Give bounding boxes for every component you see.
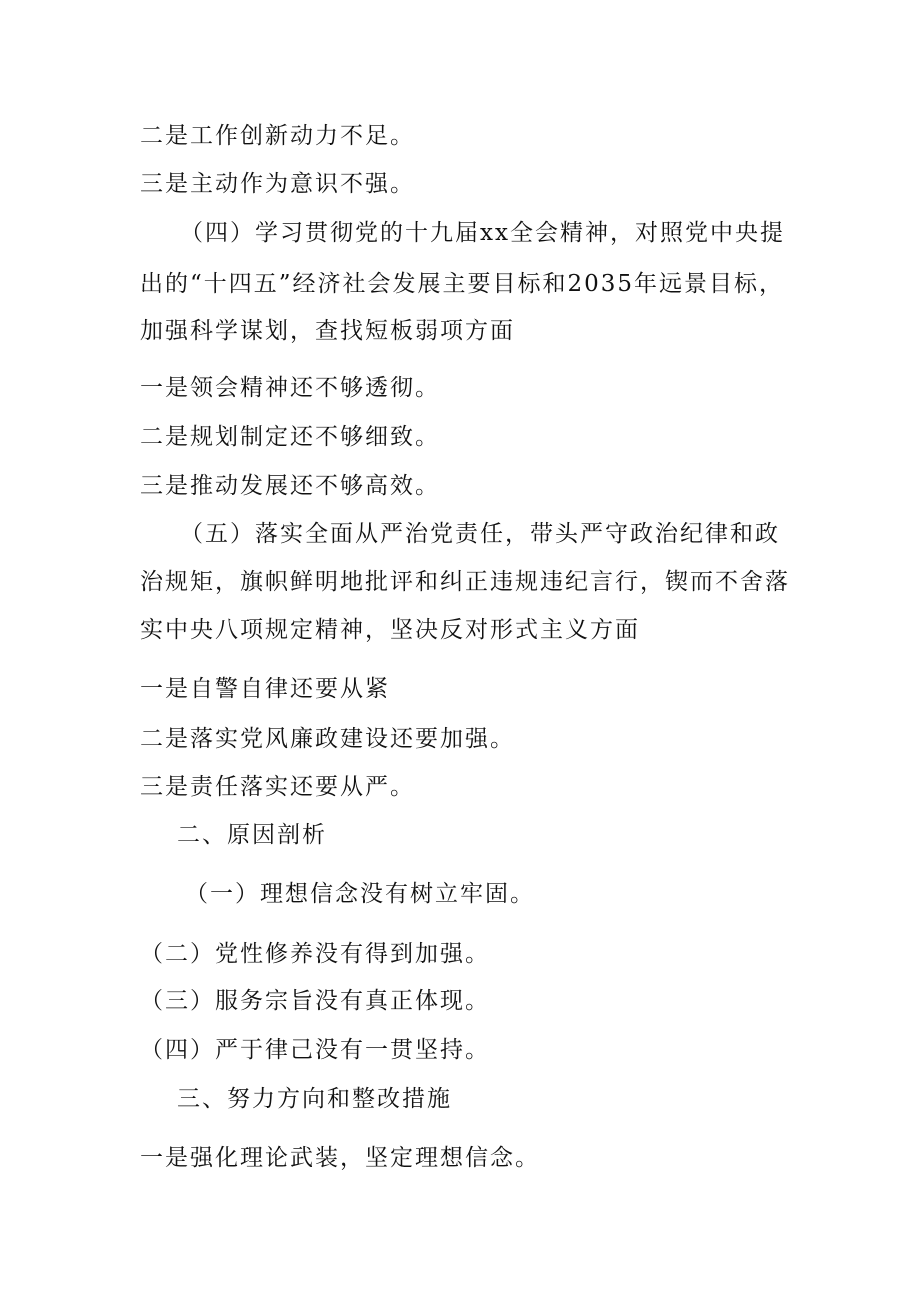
cause-item: （四）严于律己没有一贯坚持。 (140, 1037, 490, 1063)
text-line: 二是规划制定还不够细致。 (140, 424, 440, 450)
text-line: 一是领会精神还不够透彻。 (140, 375, 440, 401)
text-line: 出的“十四五”经济社会发展主要目标和2035年远景目标， (140, 271, 785, 297)
text-line: 一是强化理论武装，坚定理想信念。 (140, 1145, 540, 1171)
text-line: 实中央八项规定精神，坚决反对形式主义方面 (140, 617, 640, 643)
text-line: 二是落实党风廉政建设还要加强。 (140, 726, 515, 752)
text-line: 治规矩，旗帜鲜明地批评和纠正违规违纪言行，锲而不舍落 (140, 569, 790, 595)
text-line: 三是推动发展还不够高效。 (140, 473, 440, 499)
section-heading-causes: 二、原因剖析 (177, 822, 327, 848)
section-five-heading: （五）落实全面从严治党责任，带头严守政治纪律和政 (180, 521, 780, 547)
text-line: 加强科学谋划，查找短板弱项方面 (140, 318, 515, 344)
text-line: 三是责任落实还要从严。 (140, 774, 415, 800)
section-four-heading: （四）学习贯彻党的十九届xx全会精神，对照党中央提 (180, 220, 785, 246)
cause-item: （一）理想信念没有树立牢固。 (185, 881, 535, 907)
cause-item: （三）服务宗旨没有真正体现。 (140, 988, 490, 1014)
text-line: 一是自警自律还要从紧 (140, 676, 390, 702)
section-heading-measures: 三、努力方向和整改措施 (177, 1086, 452, 1112)
text-line: 二是工作创新动力不足。 (140, 123, 415, 149)
text-line: 三是主动作为意识不强。 (140, 171, 415, 197)
cause-item: （二）党性修养没有得到加强。 (140, 941, 490, 967)
